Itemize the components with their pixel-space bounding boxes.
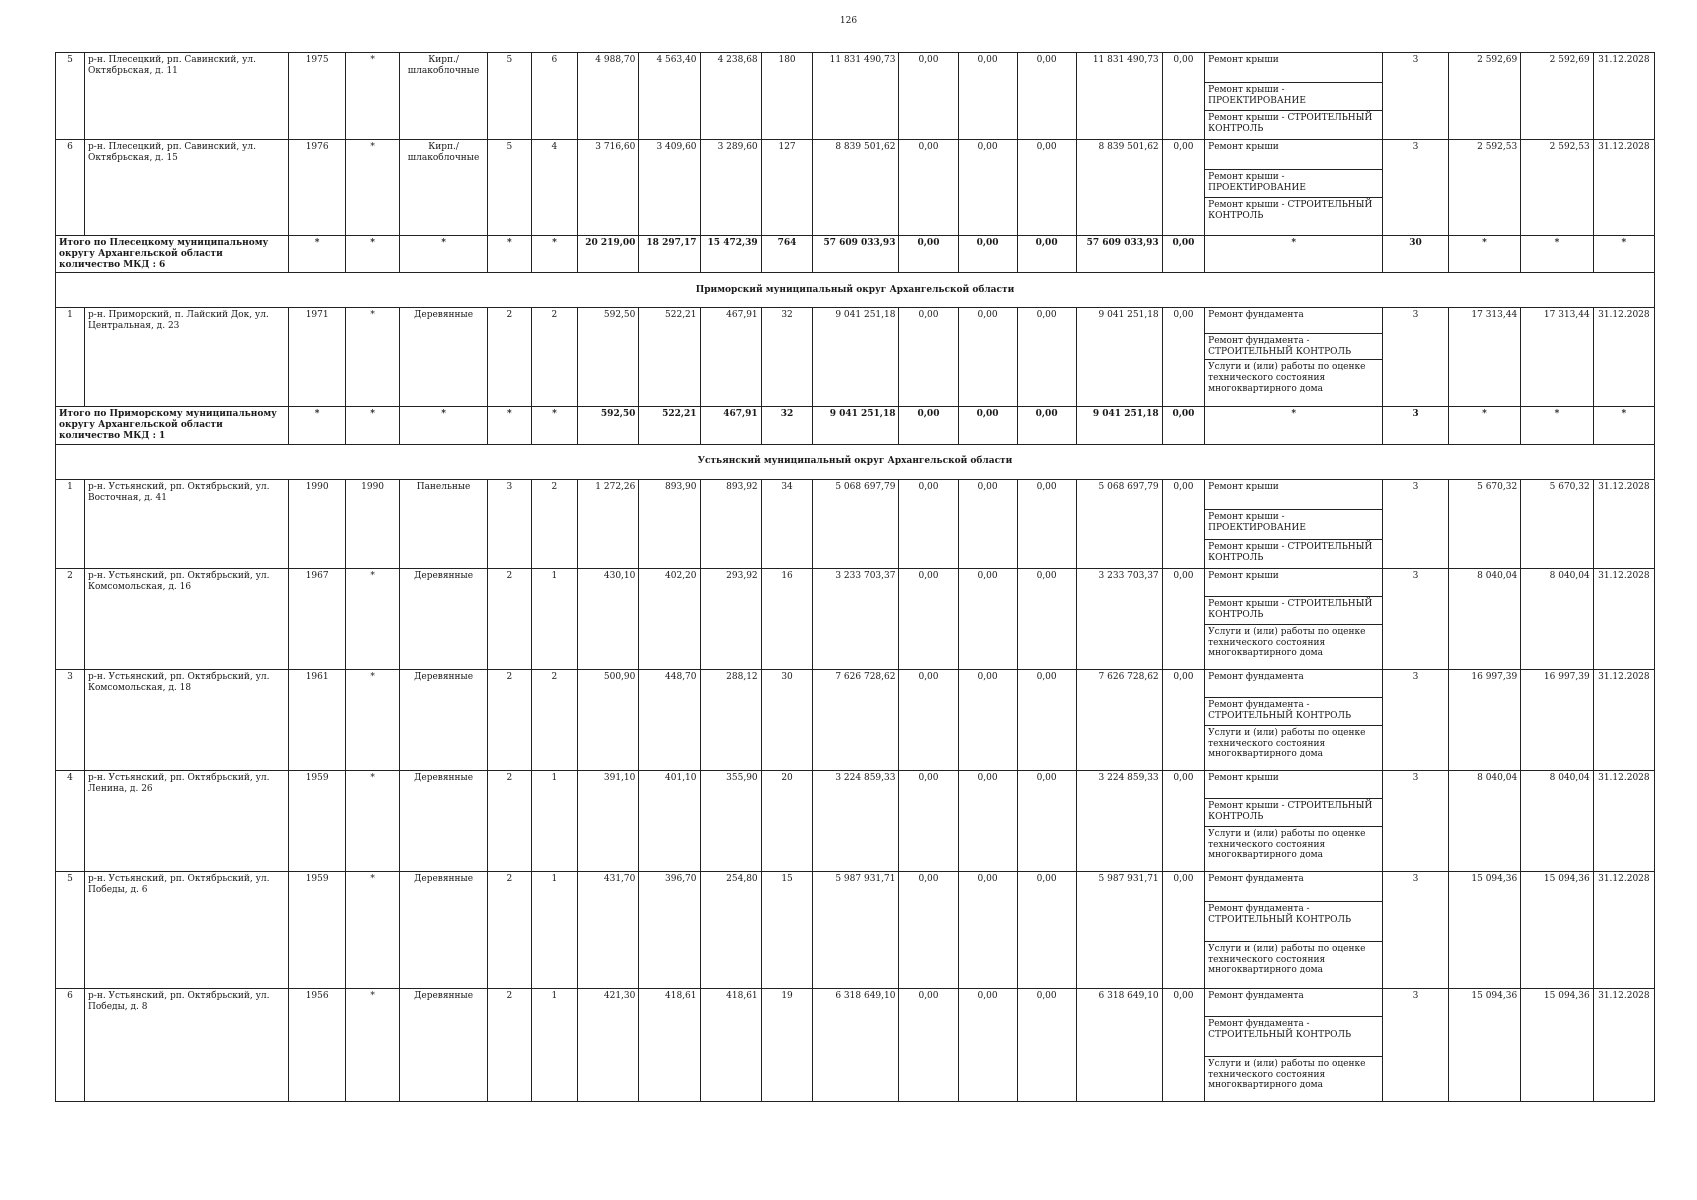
cost-owners: 6 318 649,10 bbox=[1076, 988, 1162, 1101]
total-placeholder: * bbox=[289, 236, 346, 273]
year-built: 1959 bbox=[289, 871, 346, 988]
table-row bbox=[56, 568, 1655, 669]
cost-local: 0,00 bbox=[1017, 770, 1076, 871]
total-unit-cost-limit: * bbox=[1521, 407, 1594, 444]
floors: 5 bbox=[488, 53, 532, 140]
section-title: Устьянский муниципальный округ Архангельской области bbox=[56, 444, 1655, 479]
cost-regional: 0,00 bbox=[958, 988, 1017, 1101]
works-cell bbox=[1205, 308, 1383, 407]
cost-local: 0,00 bbox=[1017, 988, 1076, 1101]
work-item: Ремонт крыши bbox=[1205, 480, 1382, 510]
completion-date: 31.12.2028 bbox=[1593, 479, 1654, 568]
year-built: 1975 bbox=[289, 53, 346, 140]
section-title: Приморский муниципальный округ Архангельской области bbox=[56, 273, 1655, 308]
works-cell bbox=[1205, 988, 1383, 1101]
year-reconstruction: * bbox=[346, 871, 400, 988]
area-premises: 4 563,40 bbox=[639, 53, 700, 140]
cost-federal: 0,00 bbox=[899, 140, 958, 236]
area-total: 1 272,26 bbox=[578, 479, 639, 568]
year-reconstruction: 1990 bbox=[346, 479, 400, 568]
year-reconstruction: * bbox=[346, 669, 400, 770]
cost-other: 0,00 bbox=[1162, 479, 1204, 568]
works-cell bbox=[1205, 479, 1383, 568]
cost-other: 0,00 bbox=[1162, 53, 1204, 140]
table-row bbox=[56, 53, 1655, 140]
residents: 30 bbox=[761, 669, 813, 770]
total-area-residential: 15 472,39 bbox=[700, 236, 761, 273]
entrances: 2 bbox=[531, 479, 578, 568]
cost-local: 0,00 bbox=[1017, 479, 1076, 568]
entrances: 4 bbox=[531, 140, 578, 236]
cost-federal: 0,00 bbox=[899, 871, 958, 988]
row-number: 6 bbox=[56, 140, 85, 236]
area-residential: 467,91 bbox=[700, 308, 761, 407]
address: р-н. Устьянский, рп. Октябрьский, ул. Восточная, д. 41 bbox=[85, 479, 289, 568]
floors: 2 bbox=[488, 988, 532, 1101]
table-row bbox=[56, 479, 1655, 568]
row-number: 2 bbox=[56, 568, 85, 669]
year-reconstruction: * bbox=[346, 53, 400, 140]
year-reconstruction: * bbox=[346, 988, 400, 1101]
completion-date: 31.12.2028 bbox=[1593, 669, 1654, 770]
work-item: Услуги и (или) работы по оценке технического состояния многоквартирного дома bbox=[1208, 1058, 1366, 1091]
residents: 19 bbox=[761, 988, 813, 1101]
cost-other: 0,00 bbox=[1162, 871, 1204, 988]
total-cost-local: 0,00 bbox=[1017, 407, 1076, 444]
cost-total: 11 831 490,73 bbox=[813, 53, 899, 140]
total-placeholder: * bbox=[531, 236, 578, 273]
completion-date: 31.12.2028 bbox=[1593, 770, 1654, 871]
address: р-н. Приморский, п. Лайский Док, ул. Центральная, д. 23 bbox=[85, 308, 289, 407]
cost-local: 0,00 bbox=[1017, 140, 1076, 236]
floors: 2 bbox=[488, 568, 532, 669]
area-premises: 418,61 bbox=[639, 988, 700, 1101]
total-cost-regional: 0,00 bbox=[958, 236, 1017, 273]
works-cell bbox=[1205, 53, 1383, 140]
cost-owners: 8 839 501,62 bbox=[1076, 140, 1162, 236]
work-item: Ремонт крыши bbox=[1205, 569, 1382, 597]
row-number: 6 bbox=[56, 988, 85, 1101]
total-cost-other: 0,00 bbox=[1162, 407, 1204, 444]
cost-other: 0,00 bbox=[1162, 308, 1204, 407]
cost-regional: 0,00 bbox=[958, 140, 1017, 236]
year-reconstruction: * bbox=[346, 770, 400, 871]
floors: 5 bbox=[488, 140, 532, 236]
total-placeholder: * bbox=[346, 236, 400, 273]
address: р-н. Плесецкий, рп. Савинский, ул. Октябрьская, д. 11 bbox=[85, 53, 289, 140]
unit-cost: 15 094,36 bbox=[1448, 988, 1521, 1101]
cost-federal: 0,00 bbox=[899, 988, 958, 1101]
residents: 180 bbox=[761, 53, 813, 140]
work-item: Услуги и (или) работы по оценке технического состояния многоквартирного дома bbox=[1208, 362, 1366, 394]
area-residential: 418,61 bbox=[700, 988, 761, 1101]
area-total: 391,10 bbox=[578, 770, 639, 871]
cost-total: 5 987 931,71 bbox=[813, 871, 899, 988]
address: р-н. Плесецкий, рп. Савинский, ул. Октябрьская, д. 15 bbox=[85, 140, 289, 236]
total-unit-cost: * bbox=[1448, 407, 1521, 444]
works-cell bbox=[1205, 140, 1383, 236]
area-residential: 893,92 bbox=[700, 479, 761, 568]
cost-federal: 0,00 bbox=[899, 568, 958, 669]
cost-regional: 0,00 bbox=[958, 568, 1017, 669]
total-date: * bbox=[1593, 236, 1654, 273]
cost-regional: 0,00 bbox=[958, 479, 1017, 568]
row-number: 1 bbox=[56, 479, 85, 568]
total-placeholder: * bbox=[289, 407, 346, 444]
unit-cost-limit: 15 094,36 bbox=[1521, 871, 1594, 988]
year-built: 1967 bbox=[289, 568, 346, 669]
area-residential: 288,12 bbox=[700, 669, 761, 770]
total-area-residential: 467,91 bbox=[700, 407, 761, 444]
completion-date: 31.12.2028 bbox=[1593, 53, 1654, 140]
work-item: Услуги и (или) работы по оценке технического состояния многоквартирного дома bbox=[1208, 727, 1366, 760]
total-cost-other: 0,00 bbox=[1162, 236, 1204, 273]
total-placeholder: * bbox=[488, 236, 532, 273]
row-number: 1 bbox=[56, 308, 85, 407]
total-cost-owners: 9 041 251,18 bbox=[1076, 407, 1162, 444]
row-number: 5 bbox=[56, 53, 85, 140]
year-built: 1956 bbox=[289, 988, 346, 1101]
work-item: Ремонт крыши - ПРОЕКТИРОВАНИЕ bbox=[1205, 83, 1382, 111]
floors: 2 bbox=[488, 871, 532, 988]
work-item: Ремонт фундамента bbox=[1205, 872, 1382, 902]
area-residential: 4 238,68 bbox=[700, 53, 761, 140]
completion-date: 31.12.2028 bbox=[1593, 568, 1654, 669]
work-item: Ремонт фундамента - СТРОИТЕЛЬНЫЙ КОНТРОЛЬ bbox=[1205, 1017, 1382, 1057]
entrances: 1 bbox=[531, 871, 578, 988]
total-area-premises: 18 297,17 bbox=[639, 236, 700, 273]
total-cost: 57 609 033,93 bbox=[813, 236, 899, 273]
work-count: 3 bbox=[1383, 770, 1448, 871]
unit-cost-limit: 5 670,32 bbox=[1521, 479, 1594, 568]
unit-cost: 16 997,39 bbox=[1448, 669, 1521, 770]
year-built: 1976 bbox=[289, 140, 346, 236]
area-total: 500,90 bbox=[578, 669, 639, 770]
unit-cost-limit: 15 094,36 bbox=[1521, 988, 1594, 1101]
total-work-count: 3 bbox=[1383, 407, 1448, 444]
wall-material: Деревянные bbox=[400, 770, 488, 871]
cost-total: 8 839 501,62 bbox=[813, 140, 899, 236]
total-unit-cost-limit: * bbox=[1521, 236, 1594, 273]
year-reconstruction: * bbox=[346, 308, 400, 407]
work-item: Ремонт крыши - ПРОЕКТИРОВАНИЕ bbox=[1205, 170, 1382, 198]
cost-total: 3 224 859,33 bbox=[813, 770, 899, 871]
area-residential: 293,92 bbox=[700, 568, 761, 669]
cost-other: 0,00 bbox=[1162, 770, 1204, 871]
works-cell bbox=[1205, 568, 1383, 669]
completion-date: 31.12.2028 bbox=[1593, 871, 1654, 988]
area-total: 3 716,60 bbox=[578, 140, 639, 236]
area-total: 4 988,70 bbox=[578, 53, 639, 140]
total-label: Итого по Плесецкому муниципальному округу Архангельской области количество МКД : 6 bbox=[56, 236, 289, 273]
work-count: 3 bbox=[1383, 140, 1448, 236]
work-item: Ремонт крыши - СТРОИТЕЛЬНЫЙ КОНТРОЛЬ bbox=[1205, 597, 1382, 625]
area-premises: 396,70 bbox=[639, 871, 700, 988]
area-premises: 402,20 bbox=[639, 568, 700, 669]
work-item: Ремонт крыши bbox=[1205, 140, 1382, 170]
completion-date: 31.12.2028 bbox=[1593, 988, 1654, 1101]
work-item: Ремонт крыши - СТРОИТЕЛЬНЫЙ КОНТРОЛЬ bbox=[1205, 799, 1382, 827]
cost-owners: 5 987 931,71 bbox=[1076, 871, 1162, 988]
wall-material: Деревянные bbox=[400, 568, 488, 669]
cost-regional: 0,00 bbox=[958, 308, 1017, 407]
entrances: 1 bbox=[531, 568, 578, 669]
wall-material: Деревянные bbox=[400, 871, 488, 988]
cost-owners: 7 626 728,62 bbox=[1076, 669, 1162, 770]
work-item: Ремонт крыши - СТРОИТЕЛЬНЫЙ КОНТРОЛЬ bbox=[1208, 113, 1373, 134]
unit-cost: 2 592,69 bbox=[1448, 53, 1521, 140]
total-residents: 32 bbox=[761, 407, 813, 444]
work-item: Услуги и (или) работы по оценке технического состояния многоквартирного дома bbox=[1208, 626, 1366, 659]
residents: 127 bbox=[761, 140, 813, 236]
table-row bbox=[56, 988, 1655, 1101]
work-item: Ремонт крыши bbox=[1205, 53, 1382, 83]
works-cell bbox=[1205, 770, 1383, 871]
area-residential: 254,80 bbox=[700, 871, 761, 988]
unit-cost: 2 592,53 bbox=[1448, 140, 1521, 236]
page-number: 126 bbox=[839, 16, 858, 26]
cost-owners: 3 224 859,33 bbox=[1076, 770, 1162, 871]
year-reconstruction: * bbox=[346, 140, 400, 236]
cost-total: 7 626 728,62 bbox=[813, 669, 899, 770]
work-item: Услуги и (или) работы по оценке технического состояния многоквартирного дома bbox=[1208, 943, 1366, 976]
total-placeholder: * bbox=[531, 407, 578, 444]
total-cost-federal: 0,00 bbox=[899, 407, 958, 444]
cost-total: 6 318 649,10 bbox=[813, 988, 899, 1101]
year-reconstruction: * bbox=[346, 568, 400, 669]
unit-cost: 15 094,36 bbox=[1448, 871, 1521, 988]
cost-local: 0,00 bbox=[1017, 568, 1076, 669]
unit-cost-limit: 8 040,04 bbox=[1521, 770, 1594, 871]
unit-cost: 17 313,44 bbox=[1448, 308, 1521, 407]
work-item: Ремонт крыши bbox=[1205, 771, 1382, 799]
table-row bbox=[56, 140, 1655, 236]
residents: 32 bbox=[761, 308, 813, 407]
residents: 16 bbox=[761, 568, 813, 669]
work-item: Ремонт крыши - СТРОИТЕЛЬНЫЙ КОНТРОЛЬ bbox=[1208, 541, 1373, 563]
wall-material: Деревянные bbox=[400, 669, 488, 770]
cost-owners: 9 041 251,18 bbox=[1076, 308, 1162, 407]
residents: 20 bbox=[761, 770, 813, 871]
cost-total: 9 041 251,18 bbox=[813, 308, 899, 407]
work-item: Ремонт фундамента bbox=[1205, 670, 1382, 698]
unit-cost-limit: 2 592,53 bbox=[1521, 140, 1594, 236]
year-built: 1959 bbox=[289, 770, 346, 871]
address: р-н. Устьянский, рп. Октябрьский, ул. Победы, д. 6 bbox=[85, 871, 289, 988]
unit-cost-limit: 17 313,44 bbox=[1521, 308, 1594, 407]
work-count: 3 bbox=[1383, 871, 1448, 988]
total-row bbox=[56, 407, 1655, 444]
entrances: 2 bbox=[531, 669, 578, 770]
total-cost-regional: 0,00 bbox=[958, 407, 1017, 444]
cost-total: 5 068 697,79 bbox=[813, 479, 899, 568]
entrances: 6 bbox=[531, 53, 578, 140]
total-label: Итого по Приморскому муниципальному округу Архангельской области количество МКД : 1 bbox=[56, 407, 289, 444]
area-total: 430,10 bbox=[578, 568, 639, 669]
completion-date: 31.12.2028 bbox=[1593, 140, 1654, 236]
area-residential: 3 289,60 bbox=[700, 140, 761, 236]
cost-regional: 0,00 bbox=[958, 53, 1017, 140]
cost-other: 0,00 bbox=[1162, 568, 1204, 669]
total-placeholder: * bbox=[346, 407, 400, 444]
total-cost-local: 0,00 bbox=[1017, 236, 1076, 273]
total-works: * bbox=[1205, 407, 1383, 444]
cost-other: 0,00 bbox=[1162, 140, 1204, 236]
total-cost: 9 041 251,18 bbox=[813, 407, 899, 444]
work-item: Услуги и (или) работы по оценке технического состояния многоквартирного дома bbox=[1208, 828, 1366, 861]
register-table bbox=[55, 52, 1655, 1102]
work-item: Ремонт фундамента - СТРОИТЕЛЬНЫЙ КОНТРОЛЬ bbox=[1205, 698, 1382, 726]
area-residential: 355,90 bbox=[700, 770, 761, 871]
works-cell bbox=[1205, 669, 1383, 770]
wall-material: Панельные bbox=[400, 479, 488, 568]
total-placeholder: * bbox=[400, 407, 488, 444]
total-row bbox=[56, 236, 1655, 273]
work-item: Ремонт фундамента - СТРОИТЕЛЬНЫЙ КОНТРОЛЬ bbox=[1205, 334, 1382, 360]
unit-cost-limit: 2 592,69 bbox=[1521, 53, 1594, 140]
work-item: Ремонт крыши - ПРОЕКТИРОВАНИЕ bbox=[1205, 510, 1382, 540]
year-built: 1971 bbox=[289, 308, 346, 407]
floors: 3 bbox=[488, 479, 532, 568]
cost-regional: 0,00 bbox=[958, 669, 1017, 770]
area-total: 421,30 bbox=[578, 988, 639, 1101]
total-area: 20 219,00 bbox=[578, 236, 639, 273]
cost-local: 0,00 bbox=[1017, 53, 1076, 140]
area-premises: 522,21 bbox=[639, 308, 700, 407]
unit-cost-limit: 8 040,04 bbox=[1521, 568, 1594, 669]
cost-regional: 0,00 bbox=[958, 871, 1017, 988]
total-residents: 764 bbox=[761, 236, 813, 273]
work-item: Ремонт фундамента bbox=[1205, 989, 1382, 1017]
area-total: 592,50 bbox=[578, 308, 639, 407]
year-built: 1961 bbox=[289, 669, 346, 770]
row-number: 4 bbox=[56, 770, 85, 871]
table-row bbox=[56, 871, 1655, 988]
unit-cost: 8 040,04 bbox=[1448, 770, 1521, 871]
work-count: 3 bbox=[1383, 479, 1448, 568]
residents: 15 bbox=[761, 871, 813, 988]
table-row bbox=[56, 770, 1655, 871]
total-cost-owners: 57 609 033,93 bbox=[1076, 236, 1162, 273]
cost-other: 0,00 bbox=[1162, 988, 1204, 1101]
completion-date: 31.12.2028 bbox=[1593, 308, 1654, 407]
residents: 34 bbox=[761, 479, 813, 568]
cost-local: 0,00 bbox=[1017, 669, 1076, 770]
row-number: 5 bbox=[56, 871, 85, 988]
area-premises: 893,90 bbox=[639, 479, 700, 568]
unit-cost: 5 670,32 bbox=[1448, 479, 1521, 568]
row-number: 3 bbox=[56, 669, 85, 770]
cost-owners: 11 831 490,73 bbox=[1076, 53, 1162, 140]
wall-material: Кирп./ шлакоблочные bbox=[400, 53, 488, 140]
total-works: * bbox=[1205, 236, 1383, 273]
work-count: 3 bbox=[1383, 568, 1448, 669]
work-item: Ремонт фундамента bbox=[1205, 308, 1382, 334]
address: р-н. Устьянский, рп. Октябрьский, ул. Комсомольская, д. 18 bbox=[85, 669, 289, 770]
cost-local: 0,00 bbox=[1017, 308, 1076, 407]
area-premises: 3 409,60 bbox=[639, 140, 700, 236]
floors: 2 bbox=[488, 669, 532, 770]
area-premises: 401,10 bbox=[639, 770, 700, 871]
section-header-row bbox=[56, 444, 1655, 479]
entrances: 1 bbox=[531, 988, 578, 1101]
unit-cost: 8 040,04 bbox=[1448, 568, 1521, 669]
work-count: 3 bbox=[1383, 53, 1448, 140]
year-built: 1990 bbox=[289, 479, 346, 568]
unit-cost-limit: 16 997,39 bbox=[1521, 669, 1594, 770]
wall-material: Деревянные bbox=[400, 988, 488, 1101]
work-item: Ремонт фундамента - СТРОИТЕЛЬНЫЙ КОНТРОЛЬ bbox=[1205, 902, 1382, 942]
cost-other: 0,00 bbox=[1162, 669, 1204, 770]
wall-material: Кирп./ шлакоблочные bbox=[400, 140, 488, 236]
total-date: * bbox=[1593, 407, 1654, 444]
works-cell bbox=[1205, 871, 1383, 988]
entrances: 1 bbox=[531, 770, 578, 871]
address: р-н. Устьянский, рп. Октябрьский, ул. Победы, д. 8 bbox=[85, 988, 289, 1101]
entrances: 2 bbox=[531, 308, 578, 407]
address: р-н. Устьянский, рп. Октябрьский, ул. Ленина, д. 26 bbox=[85, 770, 289, 871]
table-row bbox=[56, 308, 1655, 407]
cost-owners: 5 068 697,79 bbox=[1076, 479, 1162, 568]
section-header-row bbox=[56, 273, 1655, 308]
cost-federal: 0,00 bbox=[899, 308, 958, 407]
total-area: 592,50 bbox=[578, 407, 639, 444]
cost-federal: 0,00 bbox=[899, 669, 958, 770]
area-total: 431,70 bbox=[578, 871, 639, 988]
table-row bbox=[56, 669, 1655, 770]
total-work-count: 30 bbox=[1383, 236, 1448, 273]
total-area-premises: 522,21 bbox=[639, 407, 700, 444]
cost-federal: 0,00 bbox=[899, 53, 958, 140]
work-item: Ремонт крыши - СТРОИТЕЛЬНЫЙ КОНТРОЛЬ bbox=[1208, 200, 1373, 221]
total-placeholder: * bbox=[400, 236, 488, 273]
cost-owners: 3 233 703,37 bbox=[1076, 568, 1162, 669]
total-unit-cost: * bbox=[1448, 236, 1521, 273]
cost-local: 0,00 bbox=[1017, 871, 1076, 988]
cost-total: 3 233 703,37 bbox=[813, 568, 899, 669]
total-placeholder: * bbox=[488, 407, 532, 444]
floors: 2 bbox=[488, 770, 532, 871]
cost-regional: 0,00 bbox=[958, 770, 1017, 871]
work-count: 3 bbox=[1383, 988, 1448, 1101]
work-count: 3 bbox=[1383, 308, 1448, 407]
area-premises: 448,70 bbox=[639, 669, 700, 770]
address: р-н. Устьянский, рп. Октябрьский, ул. Комсомольская, д. 16 bbox=[85, 568, 289, 669]
total-cost-federal: 0,00 bbox=[899, 236, 958, 273]
cost-federal: 0,00 bbox=[899, 770, 958, 871]
cost-federal: 0,00 bbox=[899, 479, 958, 568]
work-count: 3 bbox=[1383, 669, 1448, 770]
wall-material: Деревянные bbox=[400, 308, 488, 407]
floors: 2 bbox=[488, 308, 532, 407]
